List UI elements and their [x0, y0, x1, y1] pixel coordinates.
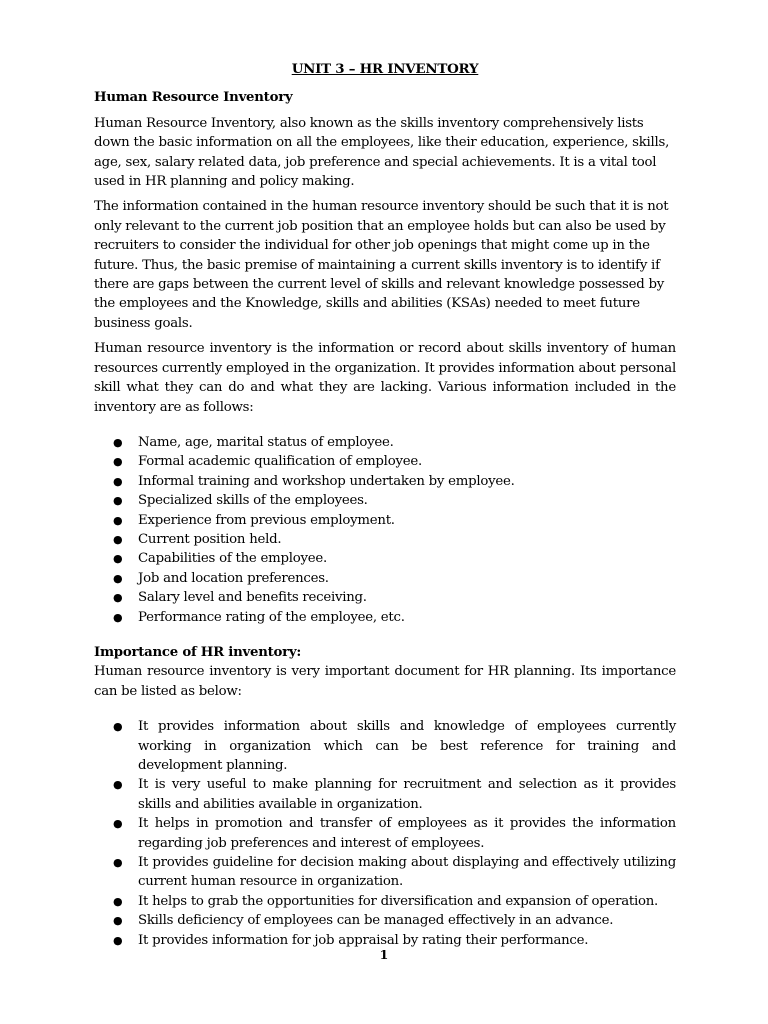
list-item: ● Salary level and benefits receiving.	[94, 588, 676, 607]
list-item: ● It helps in promotion and transfer of employees as it provides the information regarding job preferences and interest of employees.	[113, 816, 676, 851]
importance-list	[94, 717, 676, 950]
bullet-icon: ●	[113, 778, 123, 792]
document-page	[94, 60, 676, 950]
bullet-icon: ●	[113, 894, 123, 908]
spacer	[94, 627, 676, 643]
section-heading-hr-inventory: Human Resource Inventory	[94, 90, 293, 106]
list-item: ● Informal training and workshop undertaken by employee.	[94, 472, 676, 491]
list-item: ● It provides information for job appraisal by rating their performance.	[94, 931, 676, 950]
page-title: UNIT 3 – HR INVENTORY	[291, 61, 479, 77]
bullet-icon: ●	[113, 914, 123, 928]
bullet-icon: ●	[113, 856, 123, 870]
bullet-icon: ●	[113, 817, 123, 831]
paragraph-definition: Human Resource Inventory, also known as the skills inventory comprehensively lists down the basic information on all the employees, like their education, experience, skills, age, sex, salary related data, job preference and special achievements. It is a vital tool used in HR planning and policy making.	[94, 115, 670, 190]
bullet-icon: ●	[113, 494, 123, 508]
list-item: ● Performance rating of the employee, etc.	[94, 608, 676, 627]
list-item: ● Capabilities of the employee.	[94, 549, 676, 568]
bullet-icon: ●	[113, 435, 123, 449]
paragraph-information-contained: The information contained in the human resource inventory should be such that it is not only relevant to the current job position that an employee holds but can also be used by recruiters to consider the individual for other job openings that might come up in the future. Thus, the basic premise of maintaining a current skills inventory is to identify if there are gaps between the current level of skills and relevant knowledge possessed by the employees and the Knowledge, skills and abilities (KSAs) needed to meet future business goals.	[94, 199, 669, 331]
list-item: ● It provides guideline for decision making about displaying and effectively utilizing current human resource in organization.	[113, 855, 676, 890]
bullet-icon: ●	[113, 591, 123, 605]
list-item: ● It provides information about skills and knowledge of employees currently working in organization which can be best reference for training and development planning.	[113, 719, 676, 773]
list-item: ● Skills deficiency of employees can be managed effectively in an advance.	[94, 911, 676, 930]
bullet-icon: ●	[113, 552, 123, 566]
list-item: ● Current position held.	[94, 530, 676, 549]
inventory-items-list	[94, 433, 676, 627]
paragraph-record-description: Human resource inventory is the information or record about skills inventory of human resources currently employed in the organization. It provides information about personal skill what they can do and what they are lacking. Various information included in the inventory are as follows:	[94, 341, 676, 415]
list-item: ● Experience from previous employment.	[94, 511, 676, 530]
bullet-icon: ●	[113, 571, 123, 585]
bullet-icon: ●	[113, 532, 123, 546]
bullet-icon: ●	[113, 513, 123, 527]
list-item: ● Job and location preferences.	[94, 569, 676, 588]
list-item: ● It helps to grab the opportunities for diversification and expansion of operation.	[94, 892, 676, 911]
list-item: ● Specialized skills of the employees.	[94, 491, 676, 510]
bullet-icon: ●	[113, 933, 123, 947]
section-heading-importance: Importance of HR inventory:	[94, 644, 302, 660]
bullet-icon: ●	[113, 610, 123, 624]
list-item: ● It is very useful to make planning for recruitment and selection as it provides skills and abilities available in organization.	[113, 777, 676, 812]
page-number: 1	[379, 947, 389, 962]
bullet-icon: ●	[113, 474, 123, 488]
bullet-icon: ●	[113, 720, 123, 734]
list-item: ● Name, age, marital status of employee.	[94, 433, 676, 452]
paragraph-importance-intro: Human resource inventory is very important document for HR planning. Its importance can be listed as below:	[94, 664, 676, 699]
bullet-icon: ●	[113, 455, 123, 469]
list-item: ● Formal academic qualification of employee.	[94, 452, 676, 471]
